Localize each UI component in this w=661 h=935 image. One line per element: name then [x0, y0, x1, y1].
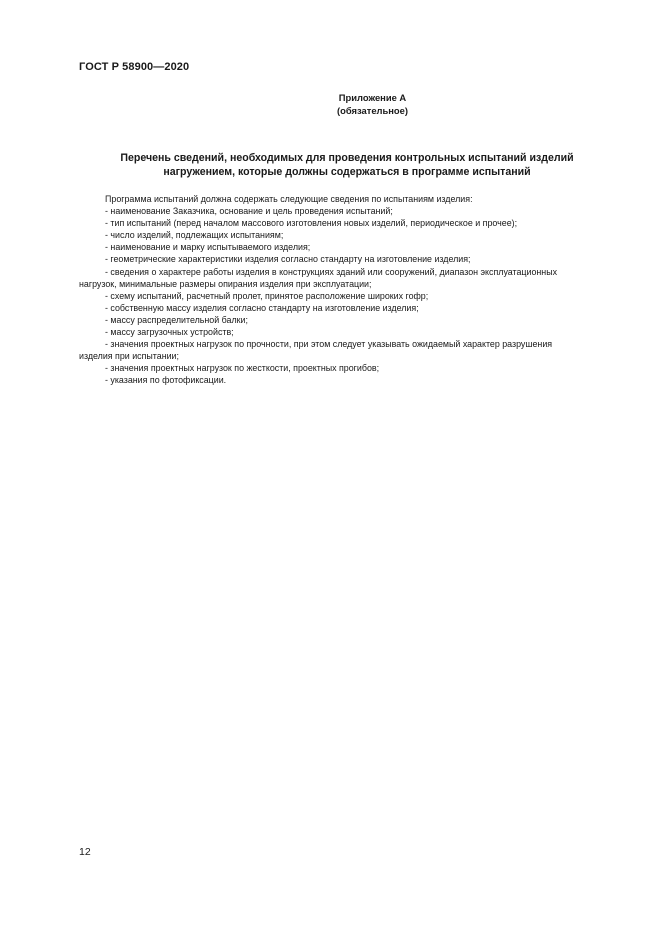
list-item-text: - указания по фотофиксации.: [105, 375, 227, 386]
section-title: [79, 152, 615, 179]
body-text: [79, 193, 615, 387]
section-title-line-2: нагружением, которые должны содержаться в программе испытаний: [163, 165, 531, 178]
standard-id-header: ГОСТ Р 58900—2020: [79, 61, 190, 73]
section-title-line-1: Перечень сведений, необходимых для проведения контрольных испытаний изделий: [120, 152, 574, 164]
list-item: [79, 253, 615, 265]
list-item-text: - значения проектных нагрузок по жесткости, проектных прогибов;: [105, 363, 380, 374]
list-item-text: - число изделий, подлежащих испытаниям;: [105, 230, 284, 241]
list-item-text: - массу загрузочных устройств;: [105, 327, 234, 338]
list-item: [79, 374, 615, 386]
list-item-text: - схему испытаний, расчетный пролет, принятое расположение широких гофр;: [105, 290, 429, 301]
list-item: [79, 326, 615, 338]
requirements-list: [79, 205, 615, 386]
list-item: [79, 205, 615, 217]
list-item: [79, 362, 615, 374]
list-item: [79, 229, 615, 241]
list-item-text: - наименование Заказчика, основание и цель проведения испытаний;: [105, 206, 393, 217]
list-item: [79, 302, 615, 314]
list-item: [79, 266, 615, 290]
list-item-continuation: изделия при испытании;: [79, 351, 179, 362]
list-item: [79, 314, 615, 326]
list-item: [79, 338, 615, 362]
list-item: [79, 241, 615, 253]
list-item-text: - массу распределительной балки;: [105, 314, 248, 325]
list-item-text: - собственную массу изделия согласно стандарту на изготовление изделия;: [105, 302, 419, 313]
appendix-title: Приложение А: [338, 92, 407, 103]
intro-paragraph: Программа испытаний должна содержать следующие сведения по испытаниям изделия:: [105, 194, 473, 204]
appendix-heading: [250, 91, 495, 117]
page-number: 12: [79, 846, 91, 858]
list-item: [79, 290, 615, 302]
list-item-text: - сведения о характере работы изделия в конструкциях зданий или сооружений, диапазон эксплуатационных: [105, 266, 558, 277]
list-item: [79, 217, 615, 229]
list-item-text: - значения проектных нагрузок по прочности, при этом следует указывать ожидаемый характер разрушения: [105, 339, 553, 350]
list-item-text: - геометрические характеристики изделия согласно стандарту на изготовление изделия;: [105, 254, 471, 265]
list-item-text: - тип испытаний (перед началом массового изготовления новых изделий, периодическое и прочее);: [105, 218, 518, 229]
list-item-text: - наименование и марку испытываемого изделия;: [105, 242, 311, 253]
list-item-continuation: нагрузок, минимальные размеры опирания изделия при эксплуатации;: [79, 278, 372, 289]
appendix-status: (обязательное): [337, 105, 408, 116]
